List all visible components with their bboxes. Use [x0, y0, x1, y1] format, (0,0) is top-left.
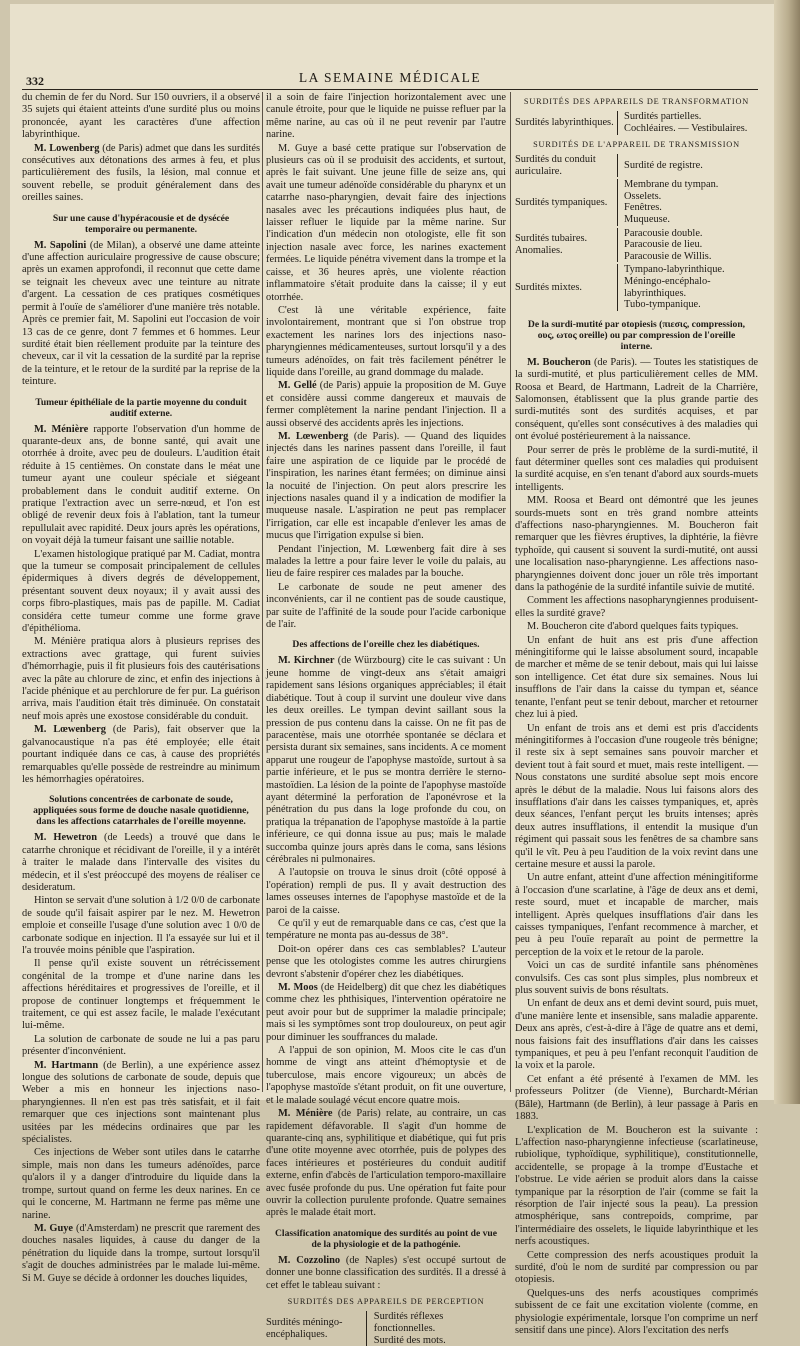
paragraph: Pendant l'injection, M. Lœwenberg fait dire à ses malades la lettre a pour faire lever le voile du palais, au lieu de faire respirer ces malades par la bouche.	[266, 543, 506, 580]
paragraph: M. Boucheron (de Paris). — Toutes les statistiques de la surdi-mutité, et plus particulièrement celles de MM. Roosa et Beard, de Hartmann, Ladreit de la Charrière, Salomonsen, établissent que la plus grande partie des surdi-mutités sont des surdités acquises, et par conséquent, qu'elles sont consécutives à des maladies qui ont évolué postérieurement à la naissance.	[515, 356, 758, 443]
paragraph: Cet enfant a été présenté à l'examen de MM. les professeurs Politzer (de Vienne), Burchardt-Mérian (Bâle), Hartmann (de Berlin), à leur passage à Paris en 1883.	[515, 1073, 758, 1123]
classification-item: Surdité des mots.	[373, 1334, 446, 1346]
brace	[617, 154, 624, 177]
classification-item: Membrane du tympan.	[624, 179, 719, 191]
author-name: M. Ménière	[278, 1108, 333, 1120]
paragraph: M. Cozzolino (de Naples) s'est occupé surtout de donner une bonne classification des surdités. Il a dressé à cet effet le tableau suivant :	[266, 1254, 507, 1291]
author-name: M. Ménière	[34, 423, 89, 435]
paragraph: M. Lowenberg (de Paris) admet que dans les surdités consécutives aux détonations des armes à feu, et plus particulièrement des fusils, la lésion, mal connue et souvent rebelle, se produit généralement dans des oreilles saines.	[22, 142, 260, 204]
classification-item: Fenêtres.	[624, 202, 662, 214]
classification-table	[515, 154, 758, 177]
section-heading: Des affections de l'oreille chez les diabétiques.	[292, 639, 480, 651]
paragraph: M. Ménière pratiqua alors à plusieurs reprises des extractions avec grattage, qui furent suivies d'hémorrhagie, puis il fit plusieurs fois des cautérisations avec la pâte au chlorure de zinc, et enfin des injections à l'acide phénique et au perchlorure de fer pur. La guérison arriva, mais l'audition était très diminuée. On constatait neuf mois après une exostose considérable du conduit.	[22, 636, 260, 722]
paragraph: M. Lœwenberg (de Paris). — Quand des liquides injectés dans les narines passent dans l'oreille, il faut faire une aspiration de ce liquide par le procédé de l'inspiration, les narines étant fermées; on diminue ainsi la nocuité de l'injection. On peut alors prescrire les injections nasales quand il y a indication de modifier la muqueuse nasale. L'aspiration ne peut pas remplacer l'irrigation, car elle est incapable d'enlever les amas de mucus que l'irrigation expulse si bien.	[266, 430, 506, 542]
classification-table	[266, 1311, 506, 1346]
column-left	[22, 92, 261, 1284]
author-name: M. Hewetron	[34, 832, 98, 844]
paragraph: Il pense qu'il existe souvent un rétrécissement congénital de la trompe et d'une narine dans les affections héréditaires et progressives de l'oreille, et il propose de continuer longtemps et fréquemment le traitement, ce qui est assez facile, le malade l'exécutant lui-même.	[22, 958, 260, 1032]
paragraph: Doit-on opérer dans ces cas semblables? L'auteur pense que les otologistes comme les autres chirurgiens devront s'abstenir d'opérer chez les diabétiques.	[266, 943, 506, 980]
section-heading: De la surdi-mutité par otopiesis (πιεσις, compression, ους, ωτος oreille) ou par compression de l'oreille interne.	[527, 318, 746, 352]
paragraph: M. Sapolini (de Milan), a observé une dame atteinte d'une affection auriculaire progressive de cause obscure; après un examen approfondi, il reconnut que cette dame se teignait les cheveux avec une teinture au nitrate d'argent. La cessation de ces pratiques cosmétiques permit à l'ouïe de s'améliorer d'une manière très notable. Après ce premier fait, M. Sapolini eut l'occasion de voir 13 cas de ce genre, dont 7 femmes et 6 hommes. Leur surdité était bien réellement produite par la teinture des cheveux, car il vit la cessation de la surdité par la reprise de la teinture, et le retour de la surdité par la reprise de la teinture.	[22, 239, 261, 388]
classification-table	[515, 228, 758, 263]
brace	[617, 111, 624, 134]
author-name: M. Lœwenberg	[278, 430, 349, 442]
paragraph: Ce qu'il y eut de remarquable dans ce cas, c'est que la température ne monta pas au-dessus de 38°.	[266, 918, 506, 942]
classification-item: Muqueuse.	[624, 213, 670, 225]
section-heading: Tumeur épithéliale de la partie moyenne du conduit auditif externe.	[35, 396, 247, 419]
paragraph: Quelques-uns des nerfs acoustiques comprimés subissent de ce fait une excitation violente (comme, en physiologie expérimentale, lorsque l'on comprime un nerf sensitif dans une pince). Alors l'excitation des nerfs	[515, 1287, 758, 1336]
classification-table	[515, 111, 758, 134]
classification-group: Surdités labyrinthiques.	[515, 117, 614, 129]
author-name: M. Guye	[34, 1222, 74, 1234]
paragraph: M. Hartmann (de Berlin), a une expérience assez longue des solutions de carbonate de soude, depuis que Weber a mis en honneur les injections naso-pharyngiennes. Il n'en est pas très satisfait, et il fait remarquer que ces injections sont maintenant plus usitées par les médecins ordinaires que par les spécialistes.	[22, 1059, 260, 1146]
classification-item: Paracousie double.	[624, 227, 703, 239]
brace	[617, 228, 624, 263]
author-name: M. Lowenberg	[34, 142, 100, 154]
paragraph: M. Ménière rapporte l'observation d'un homme de quarante-deux ans, de bonne santé, qui avait une otorrhée à droite, avec peu de douleurs. L'audition était réduite à 15 centièmes. On constate dans le méat une tumeur ayant une couleur spéciale et siégeant probablement dans le conduit auditif externe. On pratique l'extraction avec un serre-nœud, et l'on est obligé de revenir deux fois à l'ablation, tant la tumeur repullulait avec rapidité. Deux jours après les opérations, on voyait déjà la tumeur faisant une saillie notable.	[22, 423, 260, 547]
paragraph: il a soin de faire l'injection horizontalement avec une canule étroite, pour que le liquide ne puisse refluer par la même narine, au cas où il ne peut revenir par l'autre narine.	[266, 92, 506, 141]
paragraph: du chemin de fer du Nord. Sur 150 ouvriers, il a observé 35 sujets qui étaient atteints d'une surdité plus ou moins prononcée, ayant les caractères d'une affection labyrinthique.	[22, 92, 260, 141]
paragraph: M. Hewetron (de Leeds) a trouvé que dans le catarrhe chronique et récidivant de l'oreille, il y a intérêt à traiter le malade dans l'intervalle des visites du médecin, et il s'est préoccupé des moyens de réaliser ce desideratum.	[22, 832, 261, 893]
brace	[367, 1311, 374, 1346]
paragraph: Pour serrer de près le problème de la surdi-mutité, il faut déterminer quelles sont ces maladies qui produisent la surdité acquise, en s'en tenant d'abord aux sourds-muets intelligents.	[515, 444, 758, 493]
column-middle	[266, 92, 507, 1346]
paragraph: M. Boucheron cite d'abord quelques faits typiques.	[527, 621, 739, 633]
paragraph: Un autre enfant, atteint d'une affection méningitiforme à l'occasion d'une scarlatine, à l'âge de deux ans et demi, reste sourd, muet et incapable de marcher, mais intelligent. Après quelques insufflations d'air dans les caisses tympaniques, l'enfant recommence à marcher, et peu à peu l'ouïe reparaît au point de permettre la perception de la voix et le retour de la parole.	[515, 872, 758, 958]
classification-group: Surdités du conduit auriculaire.	[515, 154, 596, 177]
classification-item: Tubo-tympanique.	[624, 299, 701, 311]
paragraph: Ces injections de Weber sont utiles dans le catarrhe simple, mais non dans les tumeurs adénoïdes, parce qu'alors il y a danger d'introduire du liquide dans la trompe, surtout quand on ferme les deux narines. En ce qui le concerne, M. Hartmann ne ferme pas même une narine.	[22, 1147, 260, 1221]
classification-item: Surdités réflexes fonctionnelles.	[373, 1311, 444, 1334]
paragraph: M. Ménière (de Paris) relate, au contraire, un cas rapidement défavorable. Il s'agit d'un homme de quarante-cinq ans, syphilitique et diabétique, qui fut pris d'une otite moyenne avec otorrhée, puis de polypes des faces intérieures et postérieures du conduit auditif externe, enfin d'abcès de l'articulation temporo-maxillaire avec fusée profonde du pus. Une opération fut faite pour ouvrir la collection purulente profonde. Quatre semaines après le malade était mort.	[266, 1108, 506, 1219]
section-heading: Solutions concentrées de carbonate de soude, appliquées sous forme de douche nasale quotidienne, dans les affections catarrhales de l'oreille moyenne.	[33, 794, 249, 828]
page-number: 332	[26, 74, 44, 88]
author-name: M. Cozzolino	[278, 1254, 341, 1266]
author-name: M. Sapolini	[34, 239, 87, 251]
paragraph: L'explication de M. Boucheron est la suivante : L'affection naso-pharyngienne infectieuse (scarlatineuse, rubiolique, typhoïdique, syphilitique), constitutionnelle, accidentelle, se propage à la trompe d'Eustache et l'obstrue. Le vide aérien se produit alors dans la caisse tympanique par la résorption de l'air (comme se fait la résorption de l'air injecté sous la peau). La pression atmosphérique, sans contrepoids, comprime, par l'intermédiaire des osselets, le liquide labyrinthique et les nerfs acoustiques.	[515, 1124, 758, 1248]
classification-group: Surdités méningo-encéphaliques.	[266, 1317, 343, 1340]
section-heading: Sur une cause d'hypéracousie et de dysécée temporaire ou permanente.	[52, 212, 230, 235]
paragraph: Cette compression des nerfs acoustiques produit la surdité, d'où le nom de surdité par compression ou par otopiesis.	[515, 1249, 758, 1286]
paragraph: Le carbonate de soude ne peut amener des inconvénients, car il ne contient pas de soude caustique, par suite de l'affinité de la soude pour l'acide carbonique de l'air.	[266, 581, 506, 631]
classification-item: Méningo-encéphalo-labyrinthiques.	[624, 275, 711, 299]
paragraph: La solution de carbonate de soude ne lui a pas paru présenter d'inconvénient.	[22, 1033, 260, 1058]
paragraph: A l'appui de son opinion, M. Moos cite le cas d'un homme de vingt ans atteint d'hémoptysie et de tuberculose, mais encore vigoureux; un abcès de l'apophyse mastoïde s'étant produit, on fit une ouverture, et le malade soulagé vécut encore quatre mois.	[266, 1045, 506, 1106]
paragraph: L'examen histologique pratiqué par M. Cadiat, montra que la tumeur se composait principalement de cellules épidermiques à divers degrés de développement, présentant souvent deux noyaux; il y avait aussi des corps fibro-plastiques, mais pas de papille. M. Cadiat considéra cette tumeur comme une forme grave d'épithélioma.	[22, 548, 260, 635]
classification-group: Surdités tympaniques.	[515, 196, 608, 208]
author-name: M. Hartmann	[34, 1059, 99, 1071]
classification-item: Paracousie de lieu.	[624, 239, 703, 251]
column-rule-right	[510, 92, 511, 1092]
paragraph: M. Moos (de Heidelberg) dit que chez les diabétiques comme chez les phthisiques, l'intervention opératoire ne peut avoir pour but de supprimer la maladie principale; mais si les symptômes sont trop douloureux, on peut agir pour diminuer les souffrances du malade.	[266, 982, 506, 1043]
classification-group: Surdités tubaires. Anomalies.	[515, 233, 588, 256]
paragraph: Comment les affections nasopharyngiennes produisent-elles la surdité grave?	[515, 595, 758, 619]
paragraph: M. Gellé (de Paris) appuie la proposition de M. Guye et considère aussi comme dangereux et mauvais de fermer complètement la narine pendant l'injection. Il a aussi observé des accidents après les injections.	[266, 380, 506, 429]
classification-table	[515, 179, 758, 225]
classification-item: Surdité de registre.	[624, 159, 703, 171]
author-name: M. Lœwenberg	[34, 724, 106, 736]
paragraph: MM. Roosa et Beard ont démontré que les jeunes sourds-muets sont en très grand nombre atteints d'affections naso-pharyngiennes. M. Boucheron fait remarquer que les fièvres éruptives, la diphtérie, la fièvre typhoïde, qui causent si souvent la surdi-mutité, ont aussi une localisation naso-pharyngienne. Les affections naso-pharyngiennes doivent donc jouer un rôle très important dans la pathogénie de la surdité infantile suivie de mutité.	[515, 495, 758, 594]
column-rule-left	[262, 92, 263, 1092]
classification-item: Tympano-labyrinthique.	[624, 264, 725, 276]
classification-item: Paracousie de Willis.	[624, 250, 712, 262]
paragraph: A l'autopsie on trouva le sinus droit (côté opposé à l'opération) rempli de pus. Il y avait destruction des lames osseuses internes de l'apophyse mastoïde et de la paroi de la caisse.	[266, 867, 506, 916]
paragraph: Un enfant de huit ans est pris d'une affection méningitiforme qui le laisse absolument sourd, incapable de marcher et même de se tenir debout, mais qui lui laisse son intelligence. Cet état dure six semaines. Nous lui insufflons de l'air dans la caisse du tympan et, séance tenante, l'enfant peut se tenir debout, marcher et retourner chez lui à pied.	[515, 634, 758, 721]
classification-item: Surdités partielles.	[624, 111, 702, 123]
author-name: M. Moos	[278, 982, 318, 994]
classification-group: Surdités mixtes.	[515, 281, 582, 293]
page-edge-shadow	[774, 0, 800, 1104]
paragraph: C'est là une véritable expérience, faite involontairement, montrant que si l'on obstrue trop exactement les narines lors des injections naso-pharyngiennes médicamenteuses, surtout lorsqu'il y a des tumeurs adénoïdes, on fait très facilement pénétrer le liquide dans l'oreille, au grand dommage du malade.	[266, 304, 506, 378]
brace	[617, 264, 624, 310]
author-name: M. Gellé	[278, 380, 317, 392]
table-caption: SURDITÉS DES APPAREILS DE TRANSFORMATION	[523, 97, 750, 106]
classification-item: Cochléaires. — Vestibulaires.	[624, 123, 748, 134]
table-caption: SURDITÉS DES APPAREILS DE PERCEPTION	[287, 1296, 485, 1306]
page-header	[22, 64, 758, 90]
paragraph: M. Guye a basé cette pratique sur l'observation de plusieurs cas où il se produisit des accidents, et surtout, après le fait suivant. Une jeune fille de seize ans, qui avait une tumeur adénoïde considérable du pharynx et un catarrhe naso-pharyngien, devait faire des injections nasales avec les précautions indiquées plus haut, de laisser refluer le liquide par la même narine. Sur l'indication d'un médecin non otologiste, elle fit son injection nasale avec force, les narines exactement fermées. Le liquide pénétra vivement dans la trompe et la caisse, et 36 heures après, une violente réaction inflammatoire s'était produite dans la caisse; il y eut otorrhée.	[266, 142, 506, 303]
brace	[617, 179, 624, 225]
paragraph: Un enfant de trois ans et demi est pris d'accidents méningitiformes à l'occasion d'une rougeole très bénigne; il reste six à sept semaines sans pouvoir marcher et devient tout à fait sourd et muet, mais reste intelligent. — Nous constatons une surdité absolue sept mois encore après le début de la maladie. Nous lui faisons alors des insufflations d'air dans les caisses tympaniques, et, après deux séances, l'enfant perçut les bruits intenses; après deux autres insufflations, il entendit la musique d'un régiment qui passait sous les fenêtres de sa chambre sans qu'il le vît. Peu à peu l'audition de la voix revint dans une certaine mesure et aussi la parole.	[515, 722, 758, 870]
classification-table	[515, 264, 758, 310]
paragraph: M. Lœwenberg (de Paris), fait observer que la galvanocaustique n'a pas été employée; elle était pourtant indiquée dans ce cas, à cause des propriétés remarquables qu'elle possède de restreindre au minimum les hémorrhagies opératoires.	[22, 724, 260, 785]
paragraph: Hinton se servait d'une solution à 1/2 0/0 de carbonate de soude qu'il faisait aspirer par le nez. M. Hewetron emploie et conseille l'usage d'une solution avec 1 0/0 de carbonate sodique en injection. Il l'a essayée sur lui et il l'a trouvée moins pénible que l'aspiration.	[22, 895, 260, 956]
paragraph: M. Guye (d'Amsterdam) ne prescrit que rarement des douches nasales liquides, à cause du danger de la pénétration du liquide dans la trompe, surtout lorsqu'il s'agit de douches administrées par le malade lui-même. Si M. Guye se décide à ordonner les douches liquides,	[22, 1222, 261, 1284]
paragraph: Un enfant de deux ans et demi devint sourd, puis muet, d'une manière lente et insensible, sans maladie apparente. Deux ans après, c'est-à-dire à l'âge de quatre ans et demi, nous faisions fait des insufflations d'air dans les caisses tympaniques, et peu à peu l'enfant reconquit l'audition de la voix et la parole.	[515, 998, 758, 1072]
author-name: M. Kirchner	[278, 655, 335, 667]
paragraph: Voici un cas de surdité infantile sans phénomènes convulsifs. Ces cas sont plus simples, plus nombreux et plus souvent suivis de bons résultats.	[515, 960, 758, 997]
journal-title: LA SEMAINE MÉDICALE	[298, 70, 482, 85]
column-right	[515, 92, 758, 1336]
author-name: M. Boucheron	[527, 356, 591, 368]
classification-item: Osselets.	[624, 190, 662, 202]
table-caption: SURDITÉS DE L'APPAREIL DE TRANSMISSION	[533, 139, 740, 149]
paragraph: M. Kirchner (de Würzbourg) cite le cas suivant : Un jeune homme de vingt-deux ans s'était amaigri rapidement sans lésions organiques appréciables; il était diabétique. Tout à coup il survint une douleur vive dans les deux oreilles. Le tympan devint saillant sous la pression de pus contenu dans la caisse. On ne fit pas de paracentèse, mais une otorrhée spontanée se déclara et persista durant six semaines, sans incidents. A ce moment apparut une rougeur de l'apophyse mastoïde, surtout à sa partie inférieure, et le pus se montra derrière le sterno-mastoïdien. La lésion de la pointe de l'apophyse mastoïde ayant déterminé la perforation de l'aponévrose et la pénétration du pus dans la loge profonde du cou, on pratiqua la trépanation de l'apophyse mastoïde à la partie inférieure, ce qui donna issue au pus; mais le malade succomba quinze jours après dans le coma, sans lésions cérébrales ni pulmonaires.	[266, 655, 506, 865]
section-heading: Classification anatomique des surdités au point de vue de la physiologie et de la pathogénie.	[274, 1227, 497, 1250]
